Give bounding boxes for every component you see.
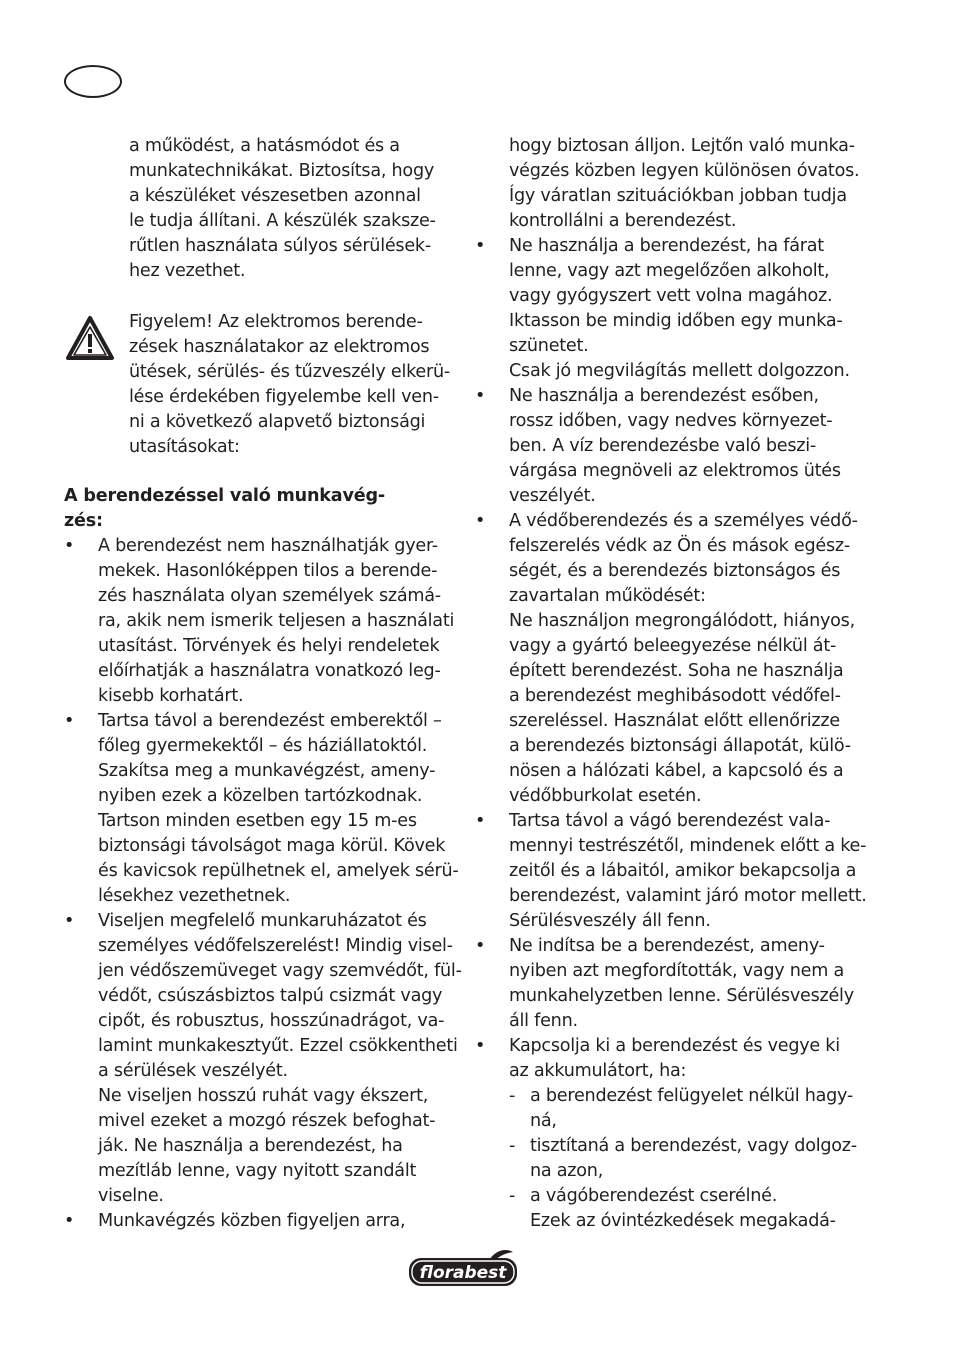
list-item: [475, 1034, 875, 1084]
list-item: [475, 934, 875, 1034]
text-line: • Tartsa távol a berendezést emberektől –: [98, 711, 442, 731]
text-line: berendezést, valamint járó motor mellett.: [509, 886, 867, 906]
text-line: ni a következő alapvető biztonsági: [129, 412, 426, 432]
text-line: ná,: [530, 1111, 557, 1131]
text-line: - a berendezést felügyelet nélkül hagy-: [530, 1086, 854, 1106]
text-line: zés használata olyan személyek számá-: [98, 586, 441, 606]
text-line: mivel ezeket a mozgó részek befoghat-: [98, 1111, 436, 1131]
continuation-paragraph: [475, 134, 875, 234]
text-line: • Ne használja a berendezést, ha fárat: [509, 236, 824, 256]
text-line: zavartalan működését:: [509, 586, 706, 606]
text-line: Szakítsa meg a munkavégzést, ameny-: [98, 761, 436, 781]
text-line: a berendezés biztonsági állapotát, külö-: [509, 736, 851, 756]
text-line: lése érdekében figyelembe kell ven-: [129, 387, 439, 407]
text-line: Ne használjon megrongálódott, hiányos,: [509, 611, 855, 631]
text-line: főleg gyermekektől – és háziállatoktól.: [98, 736, 428, 756]
text-line: felszerelés védk az Ön és mások egész-: [509, 536, 850, 556]
text-line: viselne.: [98, 1186, 164, 1206]
text-line: cipőt, és robusztus, hosszúnadrágot, va-: [98, 1011, 445, 1031]
text-line: nyiben azt megfordították, vagy nem a: [509, 961, 844, 981]
text-line: személyes védőfelszerelést! Mindig visel-: [98, 936, 453, 956]
dash-list: [475, 1084, 875, 1234]
text-line: vagy a gyártó beleegyezése nélkül át-: [509, 636, 837, 656]
text-line: • A berendezést nem használhatják gyer-: [98, 536, 438, 556]
text-line: Figyelem! Az elektromos berende-: [129, 312, 423, 332]
warning-triangle-icon: [64, 314, 116, 364]
text-line: • Kapcsolja ki a berendezést és vegye ki: [509, 1036, 840, 1056]
list-item: [64, 1209, 464, 1234]
dash-item: [509, 1184, 875, 1234]
left-bullet-list: [64, 534, 464, 1234]
text-line: hogy biztosan álljon. Lejtőn való munka-: [509, 136, 855, 156]
intro-paragraph: [129, 134, 459, 284]
text-line: ségét, és a berendezés biztonságos és: [509, 561, 841, 581]
text-line: utasításokat:: [129, 437, 240, 457]
text-line: munkahelyzetben lenne. Sérülésveszély: [509, 986, 854, 1006]
text-line: szünetet.: [509, 336, 589, 356]
text-line: veszélyét.: [509, 486, 596, 506]
text-line: a működést, a hatásmódot és a: [129, 136, 400, 156]
list-item: [475, 234, 875, 384]
text-line: le tudja állítani. A készülék szaksze-: [129, 211, 436, 231]
language-badge-oval: [64, 65, 122, 98]
text-line: • Munkavégzés közben figyeljen arra,: [98, 1211, 406, 1231]
list-item: [475, 384, 875, 509]
text-line: kontrollálni a berendezést.: [509, 211, 737, 231]
text-line: nyiben ezek a közelben tartózkodnak.: [98, 786, 423, 806]
text-line: - a vágóberendezést cserélné.: [530, 1186, 778, 1206]
text-line: védőbburkolat esetén.: [509, 786, 702, 806]
text-line: várgása megnöveli az elektromos ütés: [509, 461, 841, 481]
text-line: na azon,: [530, 1161, 604, 1181]
text-line: és kavicsok repülhetnek el, amelyek sérü-: [98, 861, 459, 881]
text-line: a berendezést meghibásodott védőfel-: [509, 686, 841, 706]
text-line: zeitől és a lábaitól, amikor bekapcsolja a: [509, 861, 857, 881]
text-line: ben. A víz berendezésbe való beszi-: [509, 436, 817, 456]
text-line: zések használatakor az elektromos: [129, 337, 430, 357]
text-line: • A védőberendezés és a személyes védő-: [509, 511, 858, 531]
text-line: • Ne indítsa be a berendezést, ameny-: [509, 936, 825, 956]
text-line: Tartson minden esetben egy 15 m-es: [98, 811, 417, 831]
list-item: [64, 909, 464, 1209]
text-line: Ezek az óvintézkedések megakadá-: [530, 1211, 836, 1231]
section-heading: [64, 484, 385, 534]
text-line: kisebb korhatárt.: [98, 686, 244, 706]
text-line: mezítláb lenne, vagy nyitott szandált: [98, 1161, 417, 1181]
text-line: védőt, csúszásbiztos talpú csizmát vagy: [98, 986, 443, 1006]
text-line: munkatechnikákat. Biztosítsa, hogy: [129, 161, 435, 181]
text-line: a készüléket vészesetben azonnal: [129, 186, 421, 206]
text-line: rossz időben, vagy nedves környezet-: [509, 411, 833, 431]
text-line: áll fenn.: [509, 1011, 578, 1031]
text-line: lamint munkakesztyűt. Ezzel csökkentheti: [98, 1036, 458, 1056]
right-column: [475, 134, 875, 1234]
text-line: lésekhez vezethetnek.: [98, 886, 291, 906]
text-line: az akkumulátort, ha:: [509, 1061, 687, 1081]
florabest-logo: [406, 1249, 520, 1289]
text-line: rűtlen használata súlyos sérülések-: [129, 236, 431, 256]
dash-item: [509, 1134, 875, 1184]
text-line: mekek. Hasonlóképpen tilos a berende-: [98, 561, 438, 581]
text-line: előírhatják a használatra vonatkozó leg-: [98, 661, 441, 681]
list-item: [64, 534, 464, 709]
text-line: nösen a hálózati kábel, a kapcsoló és a: [509, 761, 844, 781]
text-line: Sérülésveszély áll fenn.: [509, 911, 711, 931]
text-line: ják. Ne használja a berendezést, ha: [98, 1136, 403, 1156]
text-line: szereléssel. Használat előtt ellenőrizze: [509, 711, 840, 731]
text-line: a sérülések veszélyét.: [98, 1061, 288, 1081]
text-line: utasítást. Törvények és helyi rendeletek: [98, 636, 440, 656]
text-line: • Tartsa távol a vágó berendezést vala-: [509, 811, 831, 831]
text-line: ütések, sérülés- és tűzveszély elkerü-: [129, 362, 450, 382]
text-line: - tisztítaná a berendezést, vagy dolgoz-: [530, 1136, 857, 1156]
text-line: Így váratlan szituációkban jobban tudja: [509, 186, 847, 206]
text-line: lenne, vagy azt megelőzően alkoholt,: [509, 261, 830, 281]
text-line: mennyi testrészétől, mindenek előtt a ke-: [509, 836, 867, 856]
text-line: • Viseljen megfelelő munkaruházatot és: [98, 911, 427, 931]
list-item: [64, 709, 464, 909]
text-line: Ne viseljen hosszú ruhát vagy ékszert,: [98, 1086, 429, 1106]
text-line: jen védőszemüveget vagy szemvédőt, fül-: [98, 961, 462, 981]
list-item: [475, 809, 875, 934]
text-line: biztonsági távolságot maga körül. Kövek: [98, 836, 446, 856]
text-line: hez vezethet.: [129, 261, 246, 281]
dash-item: [509, 1084, 875, 1134]
heading-line: zés:: [64, 511, 103, 531]
text-line: végzés közben legyen különösen óvatos.: [509, 161, 860, 181]
text-line: vagy gyógyszert vett volna magához.: [509, 286, 833, 306]
text-line: ra, akik nem ismerik teljesen a használati: [98, 611, 455, 631]
heading-line: A berendezéssel való munkavég-: [64, 486, 385, 506]
list-item: [475, 509, 875, 809]
logo-wordmark: florabest: [419, 1263, 507, 1283]
text-line: • Ne használja a berendezést esőben,: [509, 386, 819, 406]
text-line: Iktasson be mindig időben egy munka-: [509, 311, 843, 331]
text-line: épített berendezést. Soha ne használja: [509, 661, 844, 681]
warning-paragraph: [129, 310, 459, 460]
text-line: Csak jó megvilágítás mellett dolgozzon.: [509, 361, 850, 381]
